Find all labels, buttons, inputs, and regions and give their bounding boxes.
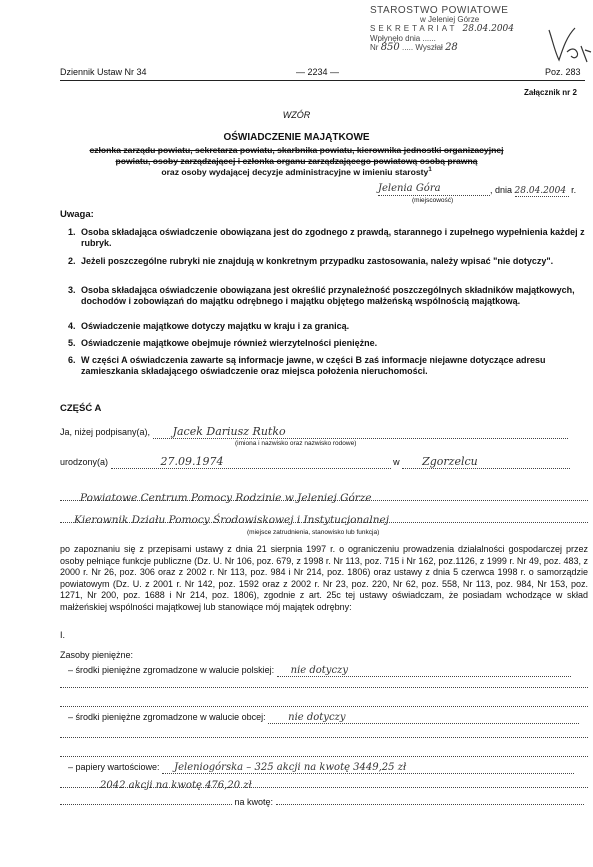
date-suffix: r. bbox=[571, 185, 577, 195]
pln-blank-line-2 bbox=[60, 706, 588, 707]
papers-line-2 bbox=[60, 775, 588, 791]
papers-value-2: 2042 akcji na kwotę 476,20 zł bbox=[100, 780, 252, 791]
name-prefix: Ja, niżej podpisany(a), bbox=[60, 427, 151, 437]
footnote-mark: 1 bbox=[428, 167, 432, 174]
stamp-no-value: 850 bbox=[380, 42, 400, 53]
employment-caption: (miejsce zatrudnienia, stanowisko lub funkcja) bbox=[247, 529, 380, 536]
place-caption: (miejscowość) bbox=[412, 197, 454, 204]
amount-label: na kwotę: bbox=[234, 797, 274, 807]
zasoby-label: Zasoby pieniężne: bbox=[60, 650, 134, 660]
name-value: Jacek Dariusz Rutko bbox=[172, 425, 286, 438]
uwagi-item-1: 1. Osoba składająca oświadczenie obowiązana jest do zgodnego z prawdą, starannego i zupełnego wypełnienia każdej z rubryk. bbox=[68, 227, 588, 249]
employment-line-1 bbox=[60, 488, 588, 504]
uwagi-item-text: Jeżeli poszczególne rubryki nie znajdują w konkretnym przypadku zastosowania, należy wpisać "nie dotyczy". bbox=[81, 256, 554, 266]
uwagi-item-text: Oświadczenie majątkowe obejmuje również wierzytelności pieniężne. bbox=[81, 338, 378, 348]
place-field bbox=[378, 183, 490, 195]
handwritten-initials-signature bbox=[545, 22, 593, 68]
pln-blank-line-1 bbox=[60, 687, 588, 688]
foreign-blank-line-1 bbox=[60, 737, 588, 738]
date-value: 28.04.2004 bbox=[514, 186, 567, 196]
uwagi-item-4: 4. Oświadczenie majątkowe dotyczy majątku w kraju i za granicą. bbox=[68, 321, 588, 332]
uwagi-item-3: 3. Osoba składająca oświadczenie obowiązana jest określić przynależność poszczególnych składników majątkowych, dochodów i zobowiązań do majątku odrębnego i majątku objętego małżeńską wspólnością majątkową. bbox=[68, 285, 588, 307]
attachment-label: Załącznik nr 2 bbox=[524, 88, 577, 97]
uwagi-item-2: 2. Jeżeli poszczególne rubryki nie znajdują w konkretnym przypadku zastosowania, należy wpisać "nie dotyczy". bbox=[68, 256, 588, 267]
stamp-attachments-label: Wyszłał bbox=[415, 43, 443, 52]
journal-name: Dziennik Ustaw Nr 34 bbox=[60, 67, 147, 77]
papers-value-1: Jeleniogórska – 325 akcji na kwotę 3449,25 zł bbox=[174, 762, 407, 773]
name-caption: (imiona i nazwisko oraz nazwisko rodowe) bbox=[235, 440, 357, 447]
employment-value-1: Powiatowe Centrum Pomocy Rodzinie w Jeleniej Górze bbox=[80, 492, 372, 504]
form-subtitle-text: oraz osoby wydającej decyzje administracyjne w imieniu starosty bbox=[161, 167, 429, 177]
stamp-attachments-value: 28 bbox=[445, 42, 458, 53]
uwaga-heading: Uwaga: bbox=[60, 209, 94, 220]
pln-label: – środki pieniężne zgromadzone w walucie polskiej: bbox=[68, 665, 275, 675]
foreign-value: nie dotyczy bbox=[288, 712, 346, 723]
foreign-row bbox=[68, 712, 588, 724]
date-field bbox=[490, 185, 576, 197]
foreign-label: – środki pieniężne zgromadzone w walucie obcej: bbox=[68, 712, 266, 722]
struck-title-line2: powiatu, osoby zarządzającej i członka organu zarządzającego powiatową osobą prawną bbox=[115, 156, 478, 166]
uwagi-item-6: 6. W części A oświadczenia zawarte są informacje jawne, w części B zaś informacje niejawne dotyczące adresu zamieszkania składającego oświadczenie oraz miejsca położenia nieruchomości. bbox=[68, 355, 588, 377]
born-place: Zgorzelcu bbox=[422, 455, 478, 468]
born-prefix: urodzony(a) bbox=[60, 457, 109, 467]
struck-title-line1: członka zarządu powiatu, sekretarza powiatu, skarbnika powiatu, kierownika jednostki organizacyjnej bbox=[89, 145, 504, 155]
form-subtitle bbox=[0, 167, 593, 177]
stamp-line3: SEKRETARIAT bbox=[370, 24, 458, 33]
date-label: , dnia bbox=[490, 185, 513, 195]
foreign-blank-line-2 bbox=[60, 756, 588, 757]
stamp-line1: STAROSTWO POWIATOWE bbox=[370, 5, 509, 16]
uwagi-item-text: Osoba składająca oświadczenie obowiązana jest do zgodnego z prawdą, starannego i zupełnego wypełnienia każdej z rubryk. bbox=[81, 227, 585, 248]
papers-label: – papiery wartościowe: bbox=[68, 762, 160, 772]
stamp-received-date: 28.04.2004 bbox=[462, 24, 514, 34]
uwagi-item-5: 5. Oświadczenie majątkowe obejmuje również wierzytelności pieniężne. bbox=[68, 338, 588, 349]
pln-value: nie dotyczy bbox=[290, 665, 348, 676]
uwagi-item-text: Oświadczenie majątkowe dotyczy majątku w kraju i za granicą. bbox=[81, 321, 350, 331]
section-roman-i: I. bbox=[60, 630, 66, 640]
employment-value-2: Kierownik Działu Pomocy Środowiskowej i Instytucjonalnej bbox=[74, 514, 390, 526]
wzor-label: WZÓR bbox=[282, 110, 311, 120]
section-a-heading: CZĘŚĆ A bbox=[60, 403, 102, 414]
name-row bbox=[60, 426, 590, 439]
employment-line-2 bbox=[60, 510, 588, 526]
header-rule bbox=[60, 80, 585, 81]
stamp-received-label: Wpłynęło dnia bbox=[370, 34, 421, 43]
birth-row bbox=[60, 456, 590, 469]
position-number: Poz. 283 bbox=[545, 67, 581, 77]
uwagi-item-text: Osoba składająca oświadczenie obowiązana jest określić przynależność poszczególnych składników majątkowych, dochodów i zobowiązań do majątku odrębnego i majątku objętego małżeńską wspólnością majątkową. bbox=[81, 285, 575, 306]
stamp-line2: w Jeleniej Górze bbox=[420, 15, 480, 24]
born-in: w bbox=[393, 457, 400, 467]
place-value: Jelenia Góra bbox=[378, 183, 441, 194]
statement-paragraph: po zapoznaniu się z przepisami ustawy z dnia 21 sierpnia 1997 r. o ograniczeniu prowadzenia działalności gospodarczej przez osoby pełniące funkcje publiczne (Dz. U. Nr 106, poz. 679, z 1998 r. Nr 113, poz. 715 i Nr 162, poz.1126, z 1999 r. Nr 49, poz. 483, z 2000 r. Nr 26, poz. 306 oraz z 2002 r. Nr 113, poz. 984 i Nr 214, poz. 1806) oraz ustawy z dnia 5 czerwca 1998 r. o samorządzie powiatowym (Dz. U. z 2001 r. Nr 142, poz. 1592 oraz z 2002 r. Nr 23, poz. 220, Nr 62, poz. 558, Nr 113, poz. 984, Nr 153, poz. 1271, Nr 200, poz. 1688 i Nr 214, poz. 1806), zgodnie z art. 25c tej ustawy oświadczam, że posiadam wchodzące w skład małżeńskiej wspólności majątkowej lub stanowiące mój majątek odrębny: bbox=[60, 544, 588, 612]
form-title: OŚWIADCZENIE MAJĄTKOWE bbox=[223, 132, 370, 143]
papers-row bbox=[68, 762, 588, 774]
amount-row bbox=[60, 797, 588, 808]
born-date: 27.09.1974 bbox=[160, 455, 224, 468]
page-number: — 2234 — bbox=[296, 67, 340, 77]
pln-row bbox=[68, 665, 588, 677]
registry-stamp: STAROSTWO POWIATOWE w Jeleniej Górze SEKRETARIAT 28.04.2004 Wpłynęło dnia ...... Nr 850 ..... Wyszłał 28 bbox=[370, 5, 514, 53]
stamp-no-label: Nr bbox=[370, 43, 379, 52]
uwagi-item-text: W części A oświadczenia zawarte są informacje jawne, w części B zaś informacje niejawne dotyczące adresu zamieszkania składającego oświadczenie oraz miejsca położenia nieruchomości. bbox=[81, 355, 546, 376]
